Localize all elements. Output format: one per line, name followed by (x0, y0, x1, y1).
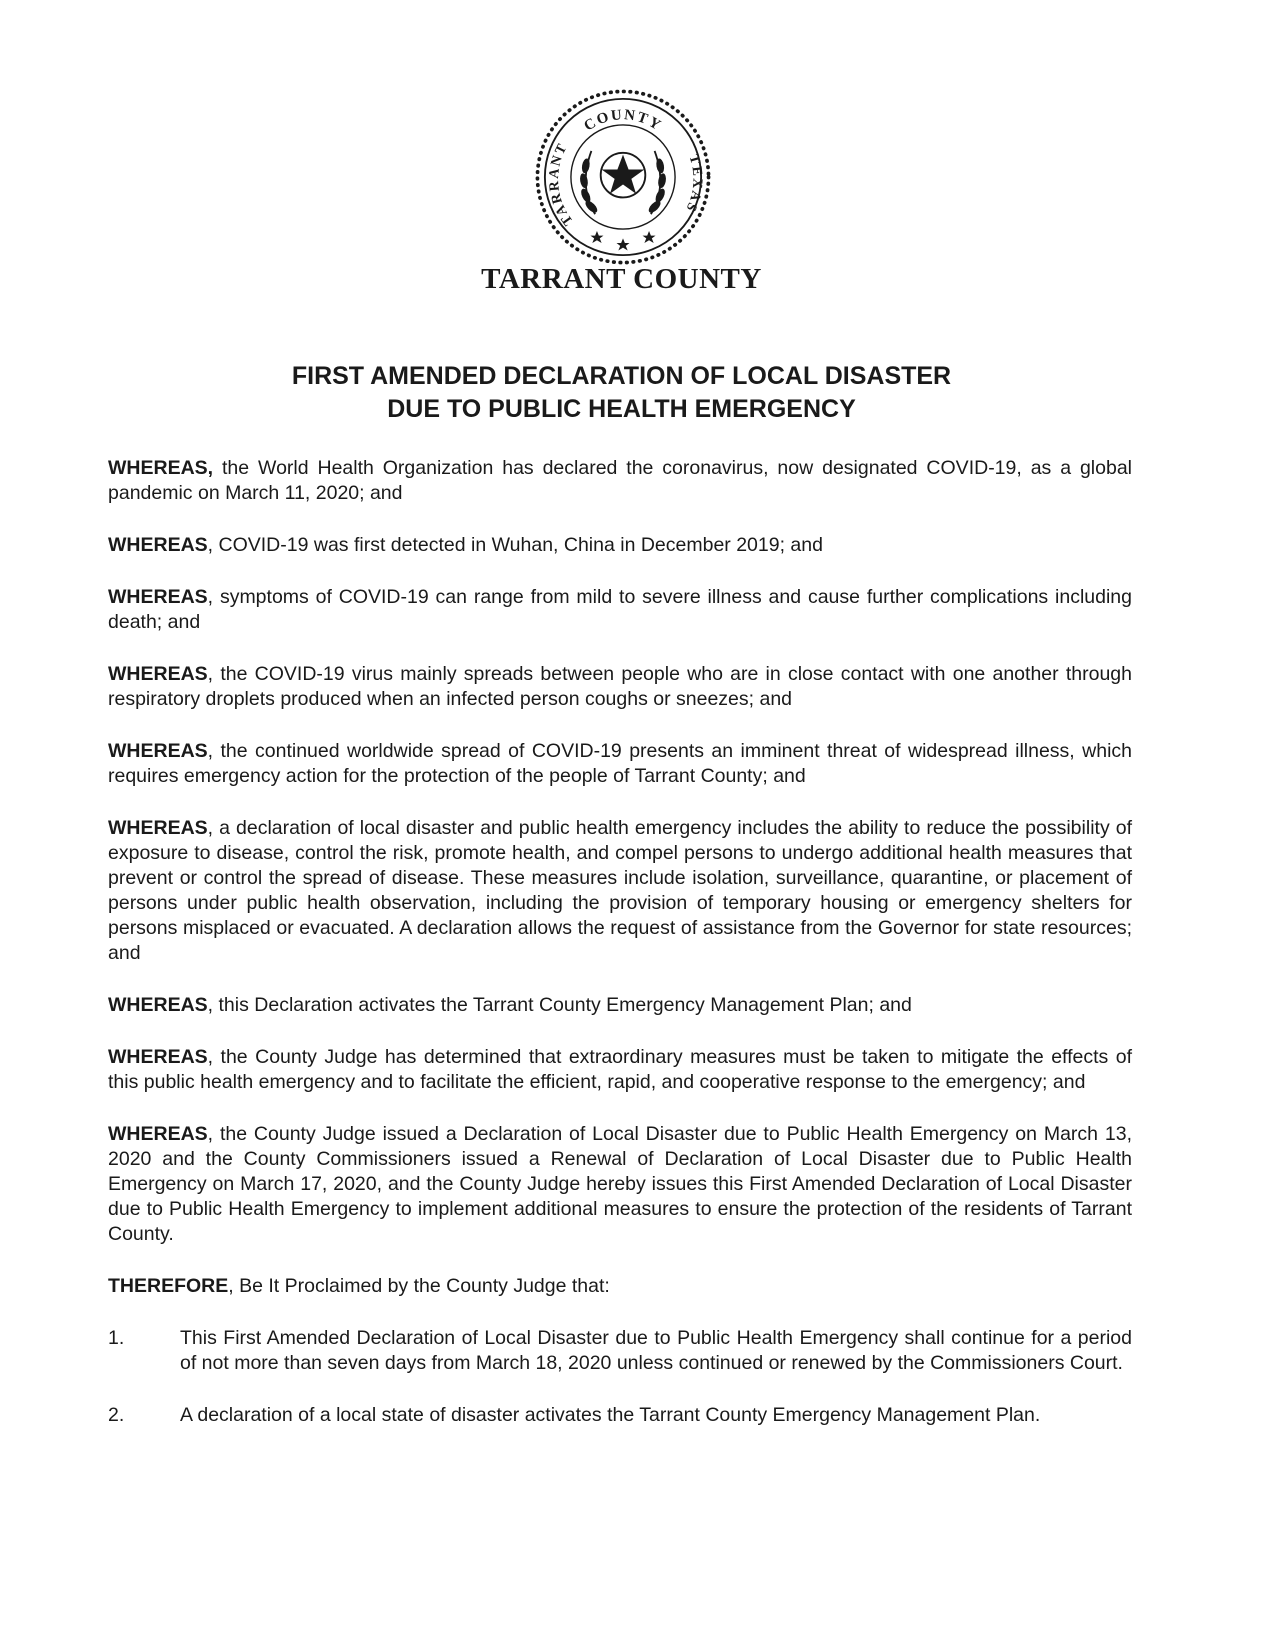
whereas-keyword: WHEREAS (108, 994, 208, 1016)
whereas-clause (108, 585, 1132, 635)
whereas-text: , the continued worldwide spread of COVID-19 presents an imminent threat of widespread illness, which requires emergency action for the protection of the people of Tarrant County; and (108, 740, 1132, 787)
title-line-1: FIRST AMENDED DECLARATION OF LOCAL DISASTER (291, 362, 952, 390)
whereas-keyword: WHEREAS (108, 534, 208, 556)
whereas-keyword: WHEREAS (108, 586, 208, 608)
whereas-clause (108, 739, 1132, 789)
whereas-keyword: WHEREAS (108, 1123, 208, 1145)
whereas-text: , a declaration of local disaster and public health emergency includes the ability to reduce the possibility of exposure to disease, control the risk, promote health, and compel persons to undergo additional health measures that prevent or control the spread of disease. These measures include isolation, surveillance, quarantine, or placement of persons under public health observation, including the provision of temporary housing or emergency shelters for persons misplaced or evacuated. A declaration allows the request of assistance from the Governor for state resources; and (108, 817, 1132, 964)
whereas-text: the World Health Organization has declared the coronavirus, now designated COVID-19, as a global pandemic on March 11, 2020; and (108, 457, 1132, 504)
whereas-text: , the County Judge issued a Declaration of Local Disaster due to Public Health Emergency on March 13, 2020 and the County Commissioners issued a Renewal of Declaration of Local Disaster due to Public Health Emergency on March 17, 2020, and the County Judge hereby issues this First Amended Declaration of Local Disaster due to Public Health Emergency to implement additional measures to ensure the protection of the residents of Tarrant County. (108, 1123, 1132, 1245)
whereas-keyword: WHEREAS, (108, 457, 214, 479)
whereas-clause (108, 533, 1132, 558)
whereas-keyword: WHEREAS (108, 740, 208, 762)
whereas-clause (108, 993, 1132, 1018)
whereas-keyword: WHEREAS (108, 817, 208, 839)
item-text: This First Amended Declaration of Local Disaster due to Public Health Emergency shall continue for a period of not more than seven days from March 18, 2020 unless continued or renewed by the Commissioners Court. (180, 1327, 1132, 1374)
whereas-text: , the COVID-19 virus mainly spreads between people who are in close contact with one another through respiratory droplets produced when an infected person coughs or sneezes; and (108, 663, 1132, 710)
item-text: A declaration of a local state of disaster activates the Tarrant County Emergency Management Plan. (180, 1404, 1041, 1426)
title-line-2: DUE TO PUBLIC HEALTH EMERGENCY (387, 395, 856, 423)
whereas-clause (108, 1045, 1132, 1095)
page-title (0, 360, 1243, 426)
whereas-keyword: WHEREAS (108, 1046, 208, 1068)
county-seal (530, 84, 716, 270)
document-body (108, 456, 1132, 1455)
whereas-clause (108, 662, 1132, 712)
therefore-clause (108, 1274, 1132, 1299)
whereas-text: , this Declaration activates the Tarrant County Emergency Management Plan; and (207, 994, 912, 1016)
svg-text:TARRANT: TARRANT (546, 140, 577, 228)
numbered-item (108, 1403, 1132, 1428)
seal-icon (530, 84, 716, 270)
svg-text:COUNTY: COUNTY (581, 107, 665, 135)
numbered-item (108, 1326, 1132, 1376)
item-number: 2. (108, 1404, 125, 1426)
whereas-clause (108, 1122, 1132, 1247)
whereas-keyword: WHEREAS (108, 663, 208, 685)
whereas-clause (108, 816, 1132, 966)
svg-text:TEXAS: TEXAS (681, 153, 705, 215)
therefore-text: , Be It Proclaimed by the County Judge that: (228, 1275, 610, 1297)
whereas-clause (108, 456, 1132, 506)
whereas-text: , COVID-19 was first detected in Wuhan, China in December 2019; and (207, 534, 823, 556)
whereas-text: , the County Judge has determined that extraordinary measures must be taken to mitigate the effects of this public health emergency and to facilitate the efficient, rapid, and cooperative response to the emergency; and (108, 1046, 1132, 1093)
county-name: TARRANT COUNTY (481, 263, 762, 295)
therefore-keyword: THEREFORE (108, 1275, 229, 1297)
item-number: 1. (108, 1327, 125, 1349)
whereas-text: , symptoms of COVID-19 can range from mild to severe illness and cause further complications including death; and (108, 586, 1132, 633)
